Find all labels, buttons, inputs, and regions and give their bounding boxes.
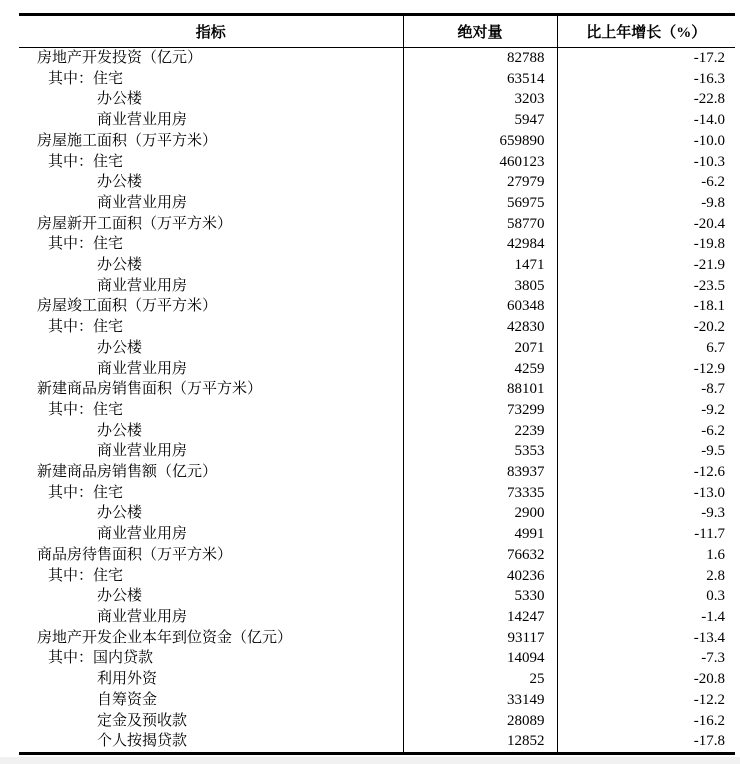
row-absolute-value: 25 (403, 669, 557, 690)
row-absolute-value: 12852 (403, 731, 557, 753)
table-row (19, 607, 735, 628)
row-growth-value: -6.2 (557, 172, 735, 193)
table-row (19, 462, 735, 483)
row-indicator-label: 房屋新开工面积（万平方米） (37, 215, 233, 232)
row-growth-value: -21.9 (557, 255, 735, 276)
row-indicator-label: 商业营业用房 (97, 443, 188, 460)
row-indicator-label: 个人按揭贷款 (97, 733, 188, 750)
row-growth-value: -17.2 (557, 48, 735, 69)
row-indicator-label: 房地产开发企业本年到位资金（亿元） (37, 629, 293, 646)
row-growth-value: 6.7 (557, 338, 735, 359)
table-row (19, 172, 735, 193)
row-indicator-label: 办公楼 (97, 174, 143, 191)
table-row (19, 711, 735, 732)
row-growth-value: -20.8 (557, 669, 735, 690)
row-indicator-label: 其中：国内贷款 (48, 650, 154, 667)
row-indicator-label: 办公楼 (97, 588, 143, 605)
row-growth-value: -7.3 (557, 648, 735, 669)
table-row (19, 234, 735, 255)
row-indicator-label: 办公楼 (97, 505, 143, 522)
row-indicator-label: 自筹资金 (97, 691, 158, 708)
statistics-table (19, 13, 735, 755)
row-growth-value: -20.2 (557, 317, 735, 338)
row-absolute-value: 42830 (403, 317, 557, 338)
row-indicator-label: 房屋施工面积（万平方米） (37, 132, 218, 149)
table-row (19, 483, 735, 504)
row-absolute-value: 42984 (403, 234, 557, 255)
table-row (19, 421, 735, 442)
row-indicator-label: 新建商品房销售面积（万平方米） (37, 381, 263, 398)
row-indicator-label: 办公楼 (97, 339, 143, 356)
row-growth-value: -18.1 (557, 296, 735, 317)
row-absolute-value: 88101 (403, 379, 557, 400)
row-indicator-label: 其中：住宅 (48, 236, 124, 253)
row-growth-value: -9.2 (557, 400, 735, 421)
table-row (19, 89, 735, 110)
row-indicator-label: 其中：住宅 (48, 153, 124, 170)
row-growth-value: -14.0 (557, 110, 735, 131)
row-growth-value: -9.5 (557, 441, 735, 462)
row-indicator-label: 房地产开发投资（亿元） (37, 50, 203, 66)
row-indicator-label: 定金及预收款 (97, 712, 188, 729)
row-indicator-label: 商业营业用房 (97, 360, 188, 377)
table-row (19, 628, 735, 649)
table-row (19, 648, 735, 669)
row-indicator-label: 其中：住宅 (48, 484, 124, 501)
row-indicator-label: 房屋竣工面积（万平方米） (37, 298, 218, 315)
row-growth-value: -6.2 (557, 421, 735, 442)
row-growth-value: -9.3 (557, 503, 735, 524)
table-row (19, 441, 735, 462)
row-indicator-label: 办公楼 (97, 422, 143, 439)
row-growth-value: -20.4 (557, 214, 735, 235)
table-row (19, 152, 735, 173)
row-growth-value: -12.2 (557, 690, 735, 711)
row-indicator-label: 其中：住宅 (48, 401, 124, 418)
row-absolute-value: 73335 (403, 483, 557, 504)
table-row (19, 214, 735, 235)
table-row (19, 317, 735, 338)
page-bottom-edge (0, 757, 740, 764)
row-absolute-value: 2900 (403, 503, 557, 524)
table-row (19, 731, 735, 753)
row-absolute-value: 14094 (403, 648, 557, 669)
table-row (19, 400, 735, 421)
header-row (19, 15, 735, 48)
row-indicator-label: 其中：住宅 (48, 319, 124, 336)
row-absolute-value: 659890 (403, 131, 557, 152)
row-indicator-label: 新建商品房销售额（亿元） (37, 464, 218, 481)
row-growth-value: -12.6 (557, 462, 735, 483)
table-row (19, 524, 735, 545)
row-growth-value: -10.0 (557, 131, 735, 152)
row-indicator-label: 办公楼 (97, 91, 143, 108)
row-absolute-value: 28089 (403, 711, 557, 732)
row-growth-value: -23.5 (557, 276, 735, 297)
column-header-growth-rate: 比上年增长（%） (557, 15, 735, 48)
table-row (19, 338, 735, 359)
row-growth-value: -12.9 (557, 359, 735, 380)
table-row (19, 131, 735, 152)
row-absolute-value: 60348 (403, 296, 557, 317)
row-absolute-value: 5353 (403, 441, 557, 462)
row-absolute-value: 93117 (403, 628, 557, 649)
row-absolute-value: 5947 (403, 110, 557, 131)
row-absolute-value: 14247 (403, 607, 557, 628)
row-growth-value: -16.2 (557, 711, 735, 732)
table-row (19, 359, 735, 380)
row-indicator-label: 商业营业用房 (97, 526, 188, 543)
table-row (19, 69, 735, 90)
table-row (19, 545, 735, 566)
table-row (19, 379, 735, 400)
table-row (19, 255, 735, 276)
row-growth-value: -13.0 (557, 483, 735, 504)
row-growth-value: -19.8 (557, 234, 735, 255)
row-growth-value: -13.4 (557, 628, 735, 649)
table-row (19, 586, 735, 607)
row-absolute-value: 4259 (403, 359, 557, 380)
row-indicator-label: 办公楼 (97, 257, 143, 274)
row-growth-value: 0.3 (557, 586, 735, 607)
row-absolute-value: 83937 (403, 462, 557, 483)
row-indicator-label: 利用外资 (97, 671, 158, 688)
table-row (19, 503, 735, 524)
row-growth-value: -16.3 (557, 69, 735, 90)
table-row (19, 48, 735, 69)
column-header-indicator: 指标 (19, 15, 403, 48)
row-growth-value: 1.6 (557, 545, 735, 566)
row-growth-value: -17.8 (557, 731, 735, 753)
row-absolute-value: 63514 (403, 69, 557, 90)
table-row (19, 690, 735, 711)
row-indicator-label: 商业营业用房 (97, 112, 188, 129)
row-absolute-value: 3203 (403, 89, 557, 110)
row-absolute-value: 76632 (403, 545, 557, 566)
row-absolute-value: 2071 (403, 338, 557, 359)
row-absolute-value: 460123 (403, 152, 557, 173)
row-absolute-value: 2239 (403, 421, 557, 442)
row-growth-value: 2.8 (557, 566, 735, 587)
row-absolute-value: 82788 (403, 48, 557, 69)
table-row (19, 669, 735, 690)
row-absolute-value: 1471 (403, 255, 557, 276)
row-growth-value: -8.7 (557, 379, 735, 400)
row-growth-value: -10.3 (557, 152, 735, 173)
row-indicator-label: 其中：住宅 (48, 70, 124, 87)
row-growth-value: -11.7 (557, 524, 735, 545)
table-row (19, 110, 735, 131)
row-growth-value: -22.8 (557, 89, 735, 110)
row-absolute-value: 58770 (403, 214, 557, 235)
table-row (19, 566, 735, 587)
row-absolute-value: 40236 (403, 566, 557, 587)
row-absolute-value: 33149 (403, 690, 557, 711)
row-absolute-value: 56975 (403, 193, 557, 214)
row-indicator-label: 商业营业用房 (97, 277, 188, 294)
table-row (19, 193, 735, 214)
table-row (19, 296, 735, 317)
table-row (19, 276, 735, 297)
row-indicator-label: 其中：住宅 (48, 567, 124, 584)
row-indicator-label: 商业营业用房 (97, 194, 188, 211)
row-indicator-label: 商业营业用房 (97, 608, 188, 625)
row-absolute-value: 27979 (403, 172, 557, 193)
row-growth-value: -9.8 (557, 193, 735, 214)
row-growth-value: -1.4 (557, 607, 735, 628)
row-absolute-value: 3805 (403, 276, 557, 297)
row-absolute-value: 73299 (403, 400, 557, 421)
row-absolute-value: 5330 (403, 586, 557, 607)
row-absolute-value: 4991 (403, 524, 557, 545)
table-body (19, 48, 735, 754)
statistics-table-container (19, 13, 735, 755)
row-indicator-label: 商品房待售面积（万平方米） (37, 546, 233, 563)
column-header-absolute-amount: 绝对量 (403, 15, 557, 48)
